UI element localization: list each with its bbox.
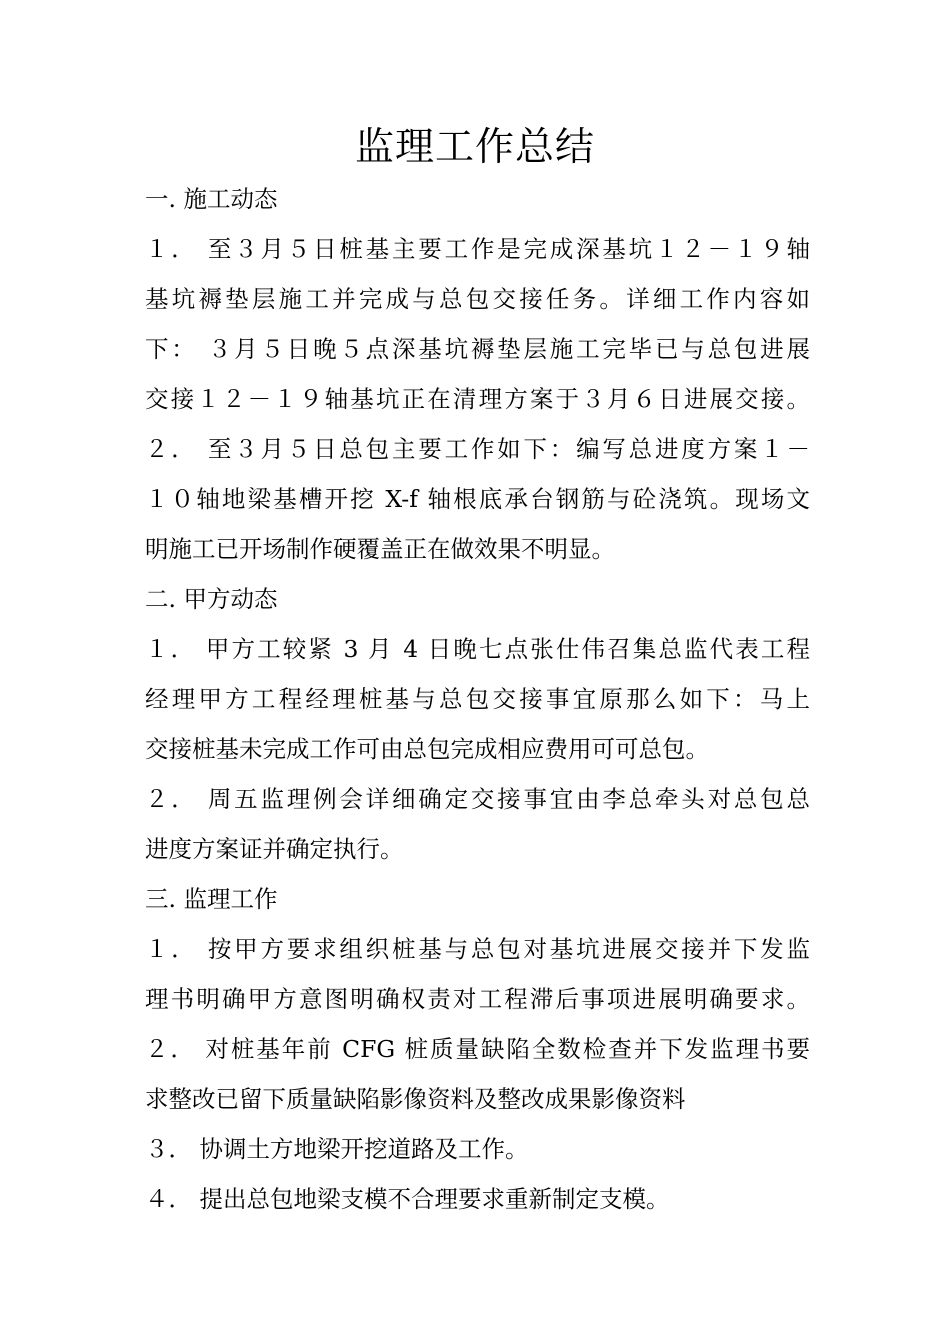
body-line: 求整改已留下质量缺陷影像资料及整改成果影像资料 [145, 1085, 686, 1113]
body-line: 交接１２－１９轴基坑正在清理方案于３月６日进展交接。 [145, 385, 810, 413]
body-line: 下： ３月５日晚５点深基坑褥垫层施工完毕已与总包进展 [145, 335, 810, 363]
body-line: ２． 周五监理例会详细确定交接事宜由李总牵头对总包总 [145, 785, 810, 813]
body-line: 基坑褥垫层施工并完成与总包交接任务。详细工作内容如 [145, 285, 810, 313]
body-line: １． 按甲方要求组织桩基与总包对基坑进展交接并下发监 [145, 935, 810, 963]
document-body [145, 174, 810, 1224]
body-line: 二. 甲方动态 [145, 585, 278, 613]
body-line: 一. 施工动态 [145, 185, 278, 213]
document-title: 监理工作总结 [354, 125, 595, 170]
body-line: 经理甲方工程经理桩基与总包交接事宜原那么如下：马上 [145, 685, 810, 713]
body-line: ４． 提出总包地梁支模不合理要求重新制定支模。 [145, 1185, 670, 1213]
body-line: １． 甲方工较紧 3 月 4 日晚七点张仕伟召集总监代表工程 [145, 635, 810, 663]
body-line: １０轴地梁基槽开挖 X-f 轴根底承台钢筋与砼浇筑。现场文 [145, 485, 810, 513]
body-line: ３． 协调土方地梁开挖道路及工作。 [145, 1135, 529, 1163]
body-line: １． 至３月５日桩基主要工作是完成深基坑１２－１９轴 [145, 235, 810, 263]
body-line: ２． 至３月５日总包主要工作如下：编写总进度方案１－ [145, 435, 810, 463]
body-line: 进度方案证并确定执行。 [145, 835, 404, 863]
body-line: ２． 对桩基年前 CFG 桩质量缺陷全数检查并下发监理书要 [145, 1035, 810, 1063]
body-line: 理书明确甲方意图明确权责对工程滞后事项进展明确要求。 [145, 985, 810, 1013]
body-line: 明施工已开场制作硬覆盖正在做效果不明显。 [145, 535, 615, 563]
body-line: 三. 监理工作 [145, 885, 278, 913]
body-line: 交接桩基未完成工作可由总包完成相应费用可可总包。 [145, 735, 709, 763]
